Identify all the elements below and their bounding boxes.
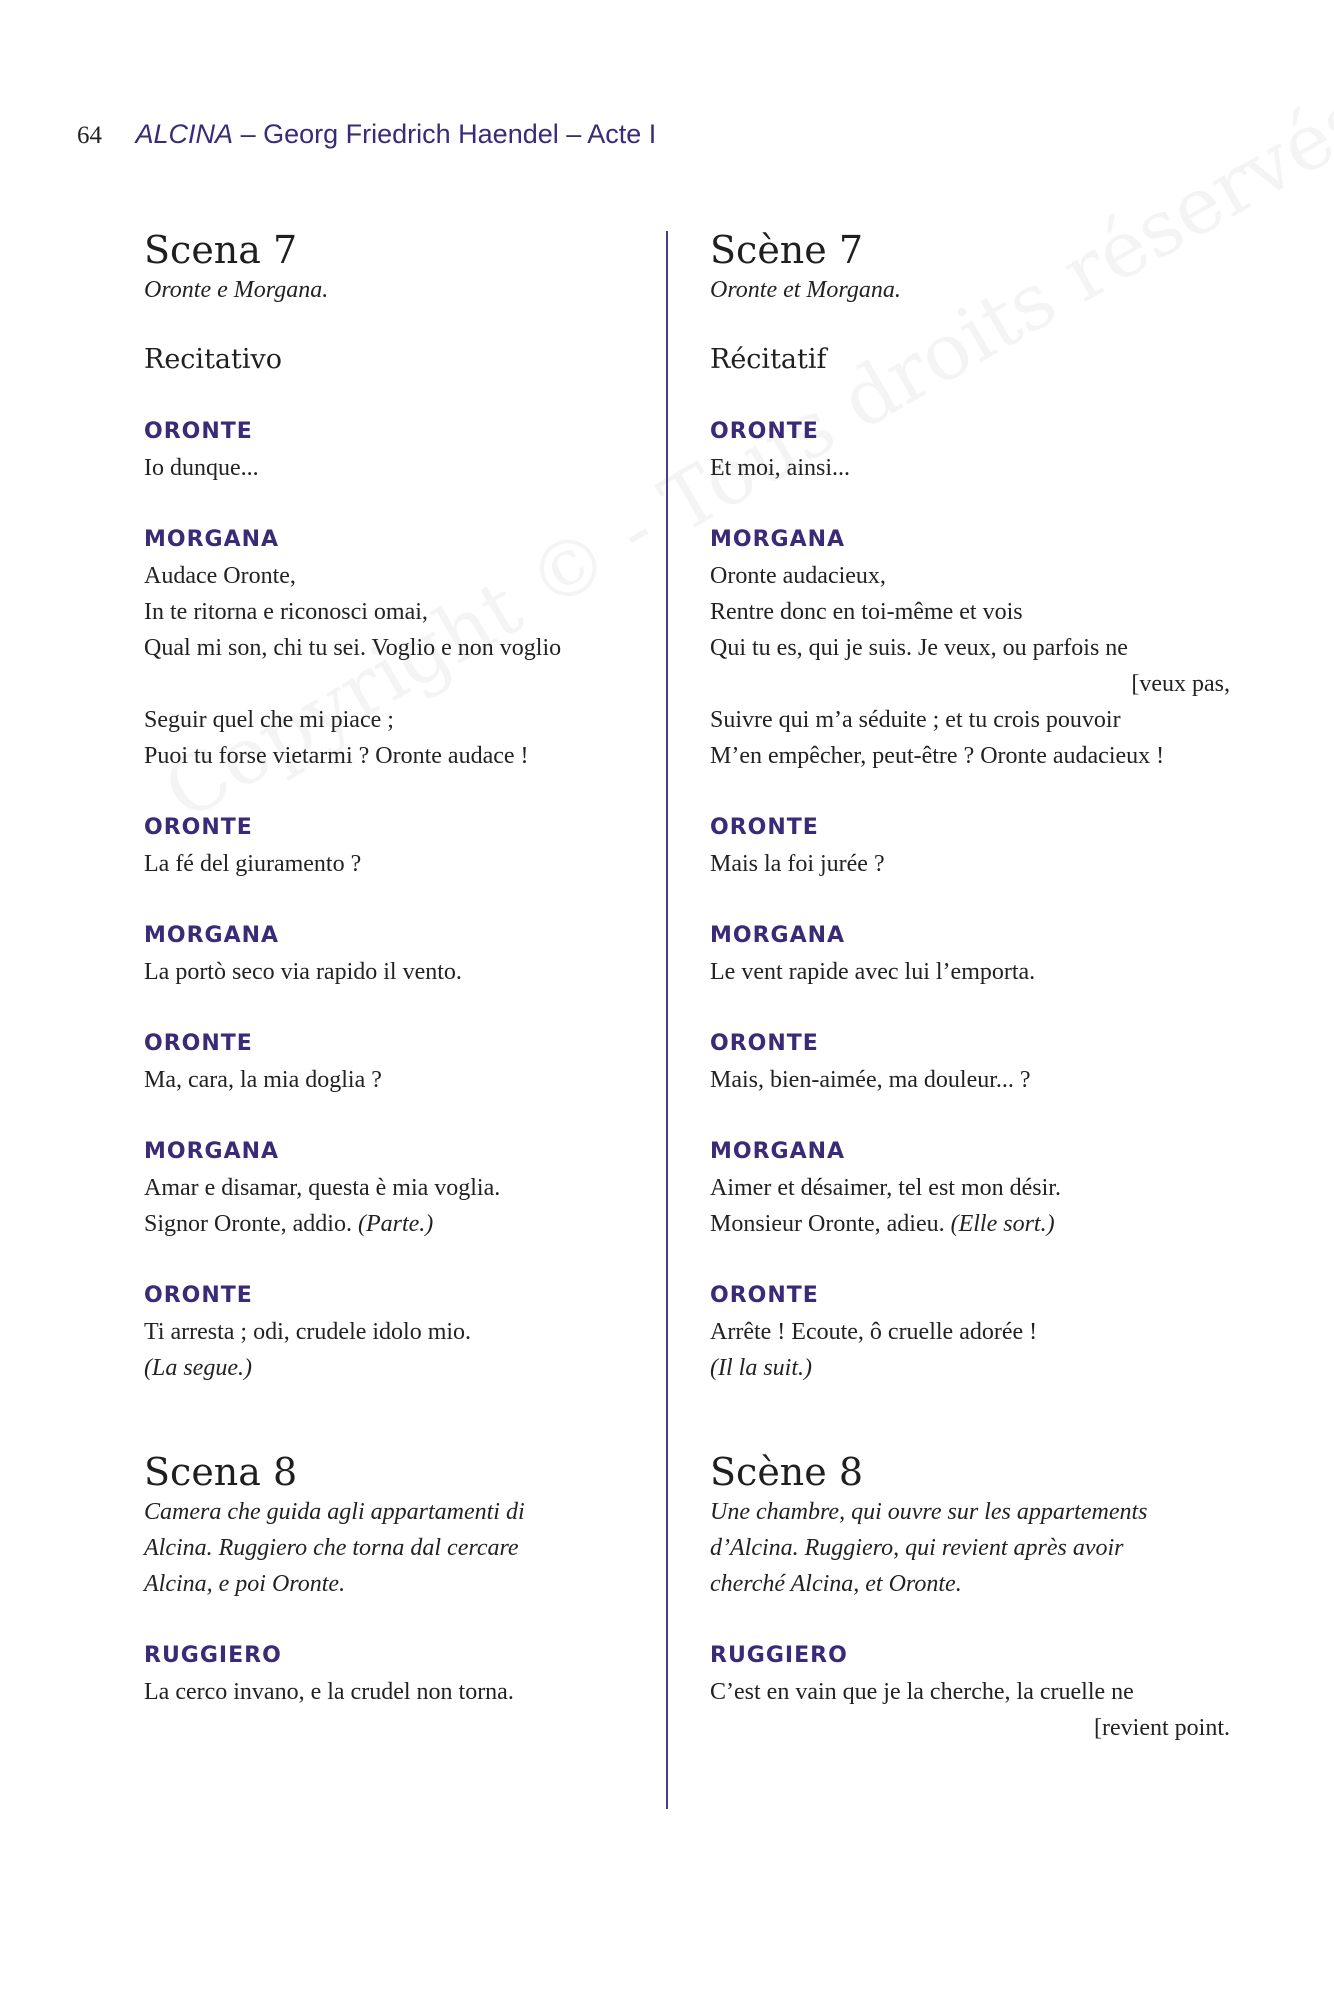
stage-direction: Alcina. Ruggiero che torna dal cercare xyxy=(144,1535,519,1561)
stage-direction: Oronte et Morgana. xyxy=(710,277,901,303)
verse-line: La portò seco via rapido il vento. xyxy=(144,959,462,985)
verse-line: Seguir quel che mi piace ; xyxy=(144,707,394,733)
verse-continuation: [revient point. xyxy=(1094,1715,1230,1741)
verse-line: Mais, bien-aimée, ma douleur... ? xyxy=(710,1067,1031,1093)
stage-direction: (Elle sort.) xyxy=(950,1211,1055,1237)
speaker-name: MORGANA xyxy=(710,923,846,948)
speaker-name: ORONTE xyxy=(710,1283,819,1308)
verse-line xyxy=(710,1206,1230,1242)
verse-line: Le vent rapide avec lui l’emporta. xyxy=(710,959,1036,985)
section-title: Recitativo xyxy=(144,344,283,375)
verse-line: La cerco invano, e la crudel non torna. xyxy=(144,1679,514,1705)
verse-line: Io dunque... xyxy=(144,455,259,481)
blank-line xyxy=(144,666,664,702)
verse-line: Qual mi son, chi tu sei. Voglio e non voglio xyxy=(144,635,562,661)
scene-title: Scène 8 xyxy=(710,1450,864,1494)
verse-line: Rentre donc en toi-même et vois xyxy=(710,599,1023,625)
stage-direction: d’Alcina. Ruggiero, qui revient après avoir xyxy=(710,1535,1124,1561)
page-number: 64 xyxy=(77,122,102,149)
speaker-name: ORONTE xyxy=(710,419,819,444)
speaker-name: ORONTE xyxy=(144,419,253,444)
speaker-name: MORGANA xyxy=(710,527,846,552)
speaker-name: MORGANA xyxy=(710,1139,846,1164)
speaker-name: ORONTE xyxy=(144,1283,253,1308)
speaker-name: MORGANA xyxy=(144,527,280,552)
section-title: Récitatif xyxy=(710,344,827,375)
stage-direction: (La segue.) xyxy=(144,1355,252,1381)
speaker-name: ORONTE xyxy=(144,815,253,840)
verse-line: Audace Oronte, xyxy=(144,563,296,589)
verse-line: Ti arresta ; odi, crudele idolo mio. xyxy=(144,1319,472,1345)
scene-title: Scène 7 xyxy=(710,228,864,272)
stage-direction: Une chambre, qui ouvre sur les appartements xyxy=(710,1499,1148,1525)
verse-line: Puoi tu forse vietarmi ? Oronte audace ! xyxy=(144,743,529,769)
verse-line: M’en empêcher, peut-être ? Oronte audacieux ! xyxy=(710,743,1165,769)
speaker-name: RUGGIERO xyxy=(710,1643,848,1668)
verse-line: Arrête ! Ecoute, ô cruelle adorée ! xyxy=(710,1319,1038,1345)
stage-direction: cherché Alcina, et Oronte. xyxy=(710,1571,962,1597)
stage-direction: (Parte.) xyxy=(357,1211,434,1237)
verse-line xyxy=(144,1206,664,1242)
stage-direction: Alcina, e poi Oronte. xyxy=(144,1571,346,1597)
stage-direction: Camera che guida agli appartamenti di xyxy=(144,1499,525,1525)
scene-title: Scena 8 xyxy=(144,1450,298,1494)
speaker-name: MORGANA xyxy=(144,1139,280,1164)
column-divider xyxy=(666,231,668,1809)
running-header xyxy=(77,117,656,153)
verse-text: Monsieur Oronte, adieu. xyxy=(710,1211,945,1237)
verse-line: Mais la foi jurée ? xyxy=(710,851,885,877)
scene-title: Scena 7 xyxy=(144,228,298,272)
header-subtitle: – Georg Friedrich Haendel – Acte I xyxy=(240,119,657,149)
verse-line: Qui tu es, qui je suis. Je veux, ou parfois ne xyxy=(710,635,1128,661)
verse-line: C’est en vain que je la cherche, la cruelle ne xyxy=(710,1679,1134,1705)
verse-continuation: [veux pas, xyxy=(1131,671,1230,697)
verse-line: Amar e disamar, questa è mia voglia. xyxy=(144,1175,501,1201)
opera-title: ALCINA xyxy=(135,119,234,149)
speaker-name: ORONTE xyxy=(144,1031,253,1056)
french-column xyxy=(710,228,1230,1746)
speaker-name: ORONTE xyxy=(710,1031,819,1056)
verse-line: Ma, cara, la mia doglia ? xyxy=(144,1067,382,1093)
verse-line: Suivre qui m’a séduite ; et tu crois pouvoir xyxy=(710,707,1121,733)
stage-direction: (Il la suit.) xyxy=(710,1355,812,1381)
speaker-name: MORGANA xyxy=(144,923,280,948)
verse-line: In te ritorna e riconosci omai, xyxy=(144,599,428,625)
stage-direction: Oronte e Morgana. xyxy=(144,277,329,303)
verse-line: Et moi, ainsi... xyxy=(710,455,850,481)
verse-line: La fé del giuramento ? xyxy=(144,851,362,877)
verse-text: Signor Oronte, addio. xyxy=(144,1211,352,1237)
verse-line: Aimer et désaimer, tel est mon désir. xyxy=(710,1175,1061,1201)
italian-column xyxy=(144,228,664,1710)
verse-line: Oronte audacieux, xyxy=(710,563,886,589)
speaker-name: RUGGIERO xyxy=(144,1643,282,1668)
speaker-name: ORONTE xyxy=(710,815,819,840)
